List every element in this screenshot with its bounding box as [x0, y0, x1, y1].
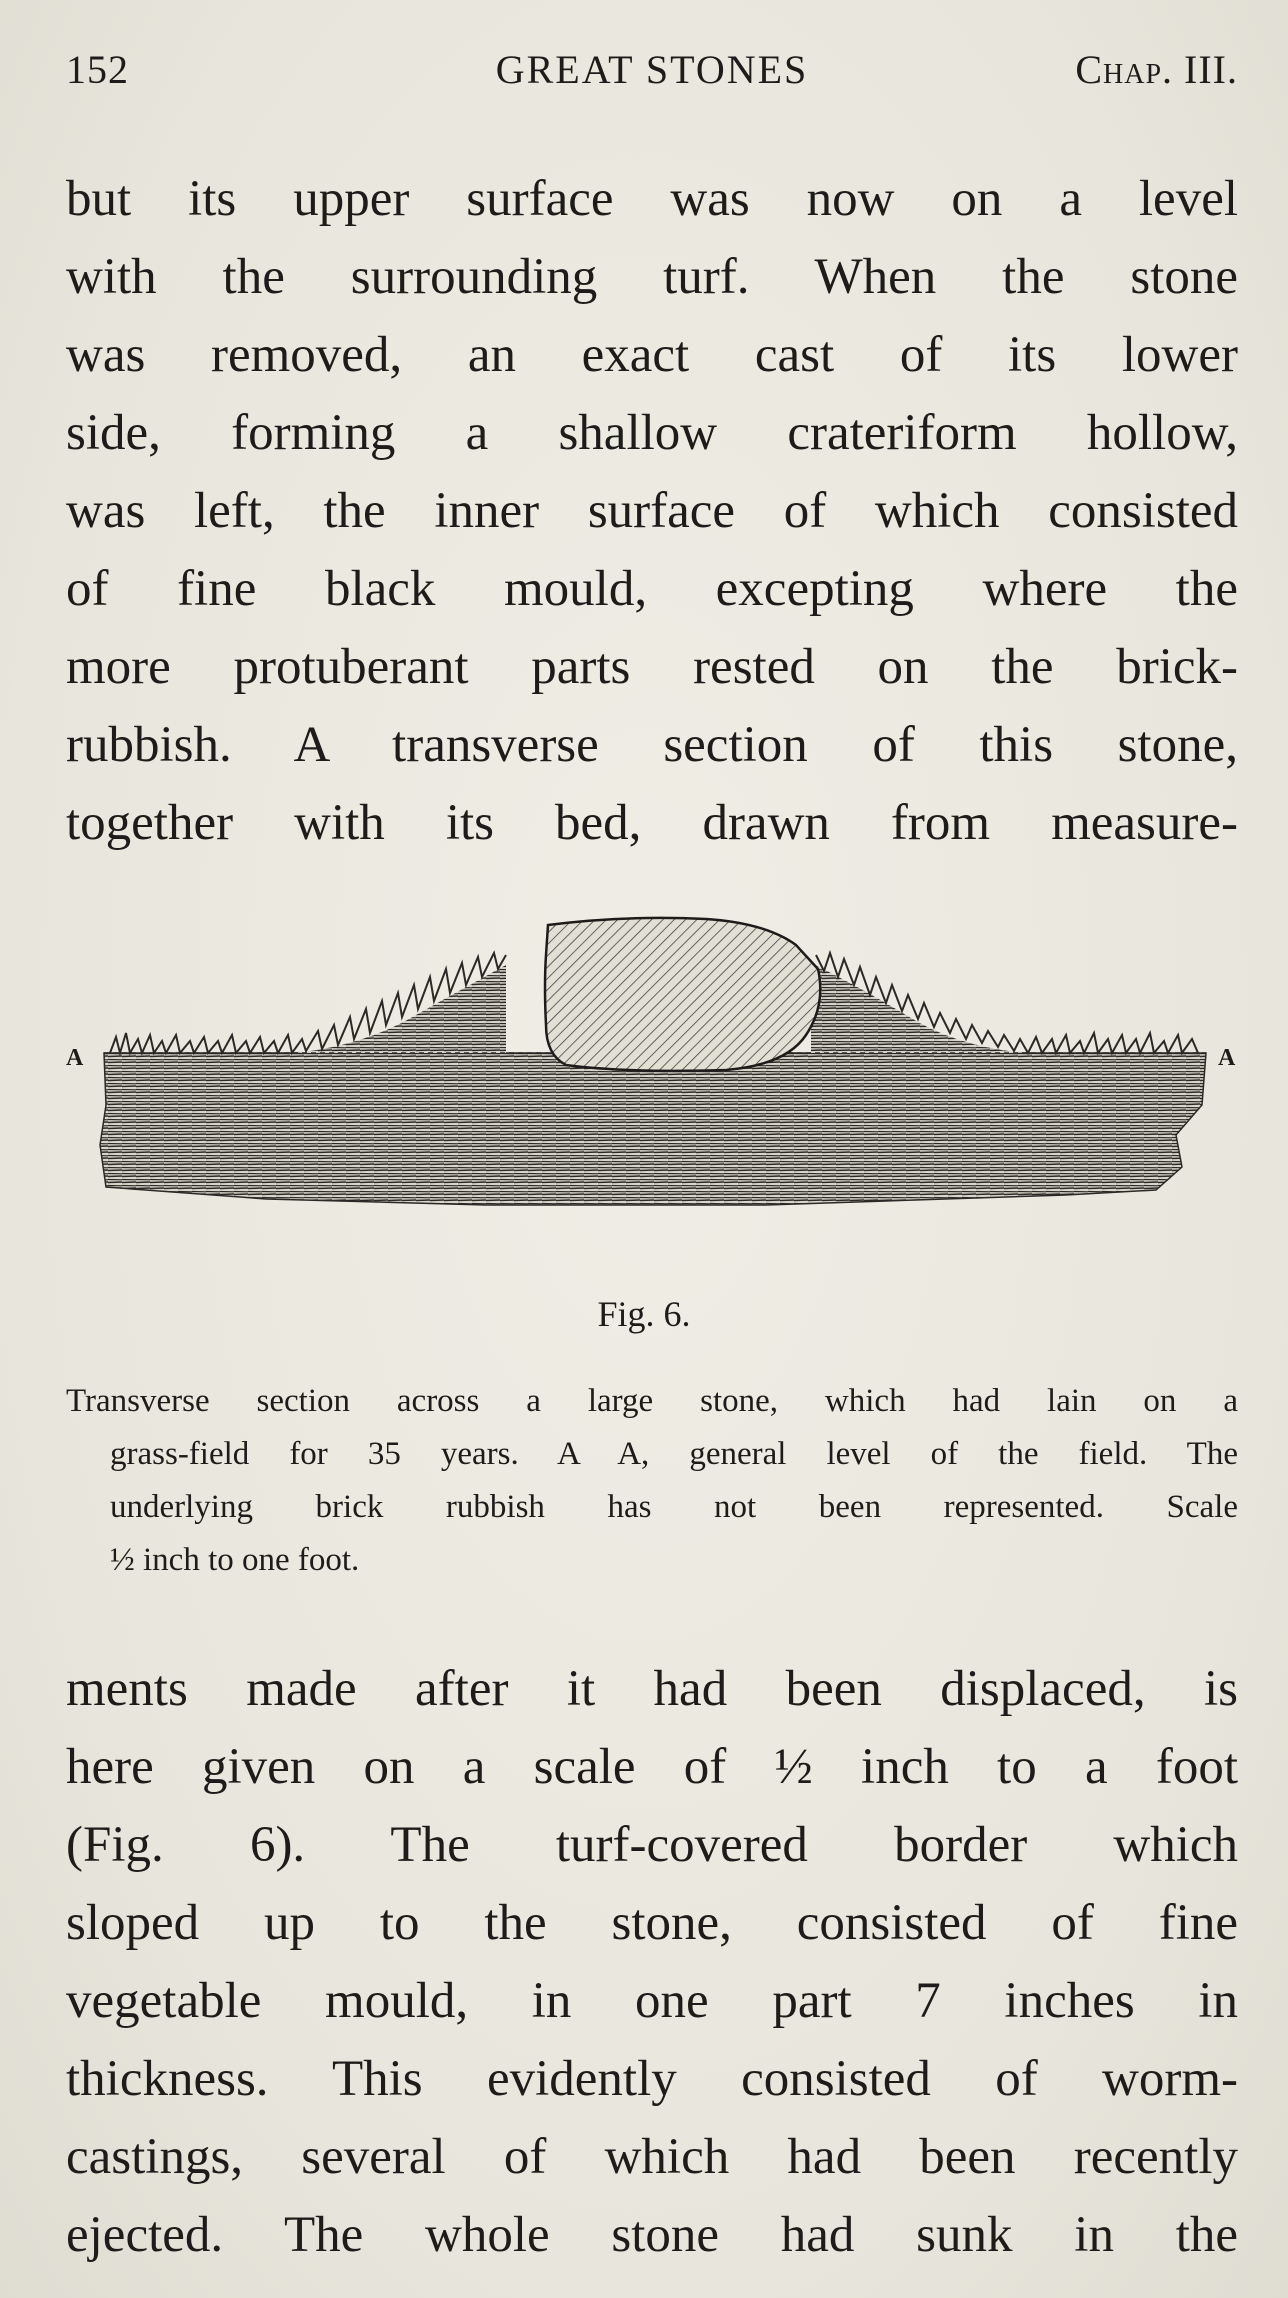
stone: [545, 918, 820, 1071]
text-line: here given on a scale of ½ inch to a foot: [66, 1739, 1238, 1795]
text-line: ments made after it had been displaced, is: [66, 1661, 1238, 1717]
soil-section: [100, 1053, 1206, 1205]
running-header: [66, 46, 1238, 106]
text-line: (Fig. 6). The turf-covered border which: [66, 1817, 1238, 1873]
text-line: thickness. This evidently consisted of worm-: [66, 2051, 1238, 2107]
label-a-right: A: [1218, 1045, 1236, 1071]
chapter-label: Chap. III.: [1075, 47, 1238, 92]
figure-caption: [66, 1375, 1238, 1587]
text-line: of fine black mould, excepting where the: [66, 561, 1238, 617]
stone-section-drawing: [66, 905, 1238, 1275]
text-line: ejected. The whole stone had sunk in the: [66, 2207, 1238, 2263]
caption-line: underlying brick rubbish has not been represented. Scale: [110, 1489, 1238, 1525]
caption-line: grass-field for 35 years. A A, general level of the field. The: [110, 1436, 1238, 1472]
text-line: with the surrounding turf. When the stone: [66, 249, 1238, 305]
text-line: sloped up to the stone, consisted of fine: [66, 1895, 1238, 1951]
figure-number: Fig. 6.: [597, 1294, 691, 1334]
label-a-left: A: [66, 1045, 84, 1071]
caption-line: ½ inch to one foot.: [110, 1542, 360, 1578]
text-line: was left, the inner surface of which consisted: [66, 483, 1238, 539]
running-title: GREAT STONES: [495, 47, 809, 92]
text-line: side, forming a shallow crateriform hollow,: [66, 405, 1238, 461]
text-line: more protuberant parts rested on the brick-: [66, 639, 1238, 695]
text-line: vegetable mould, in one part 7 inches in: [66, 1973, 1238, 2029]
caption-line: Transverse section across a large stone, which had lain on a: [66, 1383, 1238, 1419]
body-text-top: [66, 160, 1238, 862]
text-line: was removed, an exact cast of its lower: [66, 327, 1238, 383]
text-line: castings, several of which had been recently: [66, 2129, 1238, 2185]
text-line: rubbish. A transverse section of this stone,: [66, 717, 1238, 773]
body-text-bottom: [66, 1650, 1238, 2274]
page-number: 152: [66, 47, 129, 92]
text-line: together with its bed, drawn from measure-: [66, 795, 1238, 851]
text-line: but its upper surface was now on a level: [66, 171, 1238, 227]
figure-illustration: [66, 905, 1238, 1275]
